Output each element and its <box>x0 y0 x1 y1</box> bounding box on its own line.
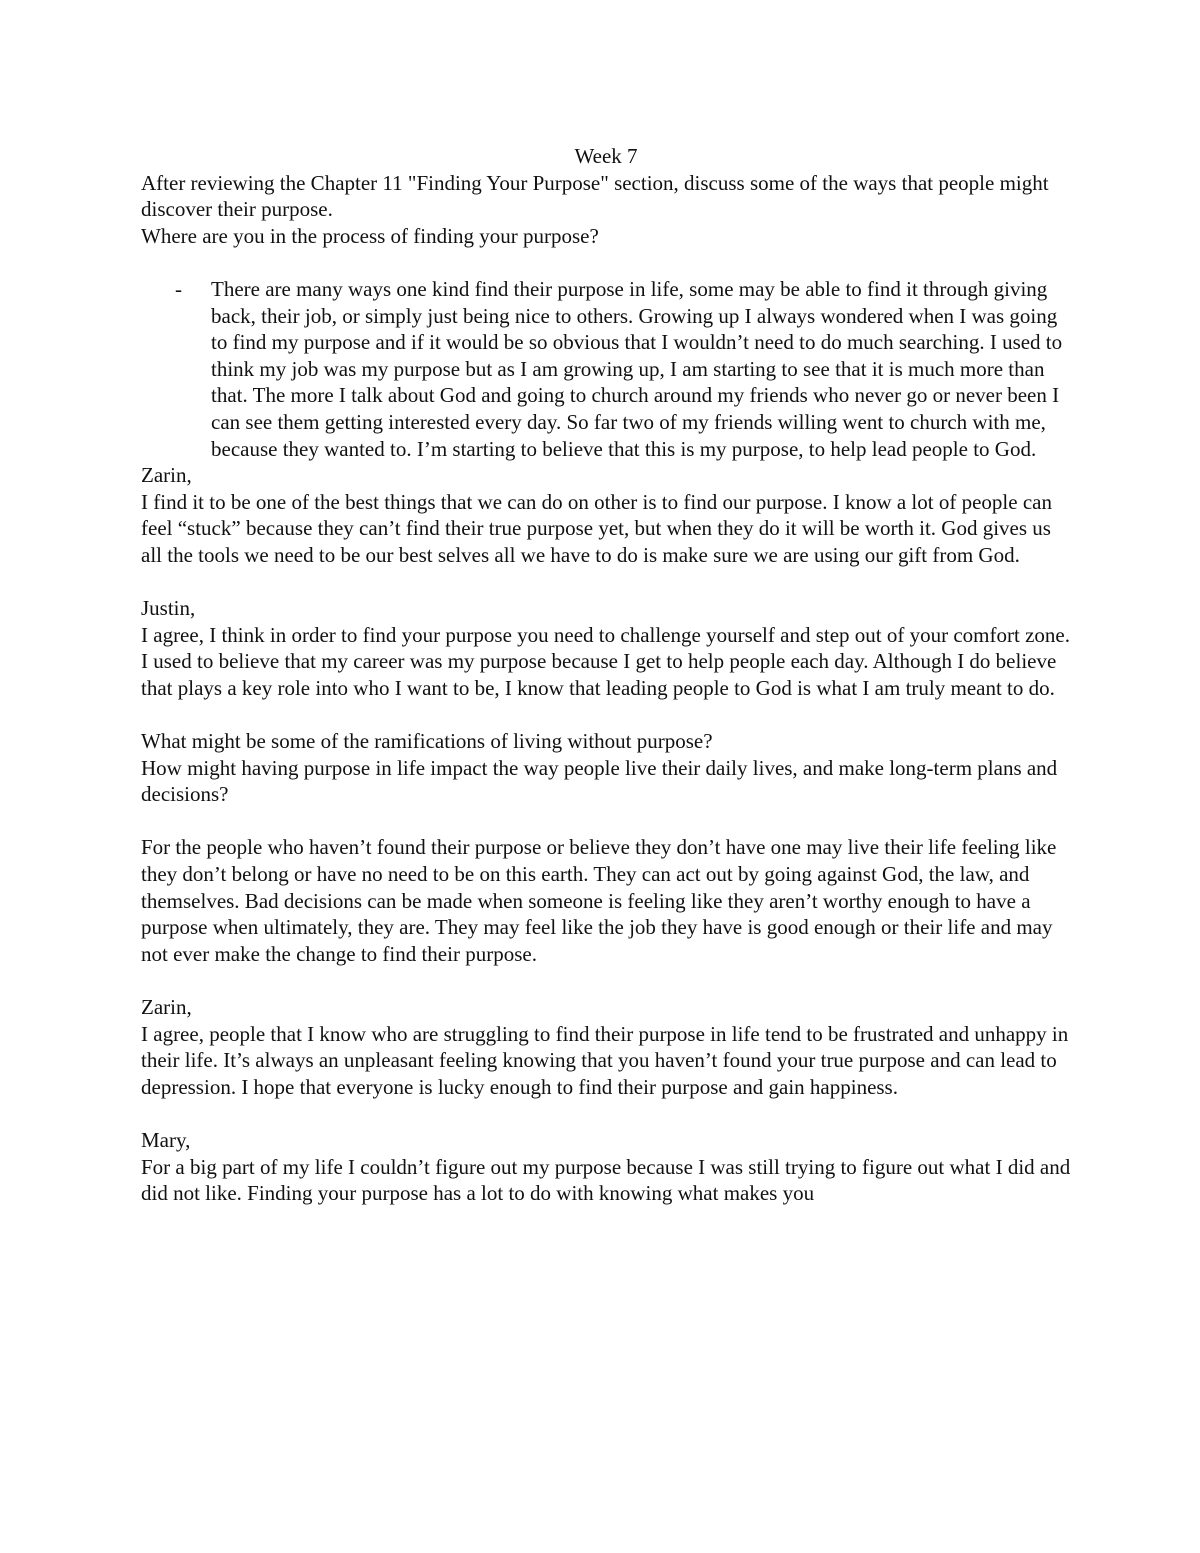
reply-1-text: I find it to be one of the best things that we can do on other is to find our purpose. I know a lot of people can feel “stuck” because they can’t find their true purpose yet, but when they do it will be worth it. God gives us all the tools we need to be our best selves all we have to do is make sure we are using our gift from God. <box>141 489 1052 567</box>
spacer <box>141 808 1071 835</box>
bullet-marker: - <box>175 276 182 301</box>
spacer <box>141 967 1071 994</box>
answer-2-text: For the people who haven’t found their purpose or believe they don’t have one may live their life feeling like they don’t belong or have no need to be on this earth. They can act out by going against God, the law, and themselves. Bad decisions can be made when someone is feeling like they aren’t worthy enough to have a purpose when ultimately, they are. They may feel like the job they have is good enough or their life and may not ever make the change to find their purpose. <box>141 835 1057 966</box>
reply-2-text: I agree, I think in order to find your purpose you need to challenge yourself and step out of your comfort zone. I used to believe that my career was my purpose because I get to help people each day. Although I do believe that plays a key role into who I want to be, I know that leading people to God is what I am truly meant to do. <box>141 622 1070 700</box>
spacer <box>141 701 1071 728</box>
spacer <box>141 569 1071 596</box>
reply-4-name: Mary, <box>141 1127 191 1152</box>
reply-1-name: Zarin, <box>141 463 192 488</box>
reply-3-name: Zarin, <box>141 995 192 1019</box>
reply-3-text: I agree, people that I know who are struggling to find their purpose in life tend to be frustrated and unhappy in their life. It’s always an unpleasant feeling knowing that you haven’t found your true purpose and can lead to depression. I hope that everyone is lucky enough to find their purpose and gain happiness. <box>141 1021 1069 1099</box>
reply-4-text: For a big part of my life I couldn’t figure out my purpose because I was still trying to figure out what I did and did not like. Finding your purpose has a lot to do with knowing what makes you <box>141 1154 1071 1206</box>
prompt-1-question: Where are you in the process of finding your purpose? <box>141 223 599 248</box>
reply-2-name: Justin, <box>141 596 196 621</box>
document-title: Week 7 <box>574 144 638 168</box>
spacer <box>141 1100 1071 1127</box>
prompt-1-text: After reviewing the Chapter 11 "Finding Your Purpose" section, discuss some of the ways that people might discover their purpose. <box>141 170 1049 222</box>
spacer <box>141 249 1071 276</box>
document-page <box>141 143 1071 1207</box>
answer-1-bullet <box>141 276 1071 462</box>
answer-1-text: There are many ways one kind find their purpose in life, some may be able to find it through giving back, their job, or simply just being nice to others. Growing up I always wondered when I was going to find my purpose and if it would be so obvious that I wouldn’t need to do much searching. I used to think my job was my purpose but as I am growing up, I am starting to see that it is much more than that. The more I talk about God and going to church around my friends who never go or never been I can see them getting interested every day. So far two of my friends willing went to church with me, because they wanted to. I’m starting to believe that this is my purpose, to help lead people to God. <box>211 276 1063 461</box>
prompt-2-text: What might be some of the ramifications of living without purpose? <box>141 729 713 754</box>
prompt-2-question: How might having purpose in life impact the way people live their daily lives, and make long-term plans and decisions? <box>141 755 1058 807</box>
